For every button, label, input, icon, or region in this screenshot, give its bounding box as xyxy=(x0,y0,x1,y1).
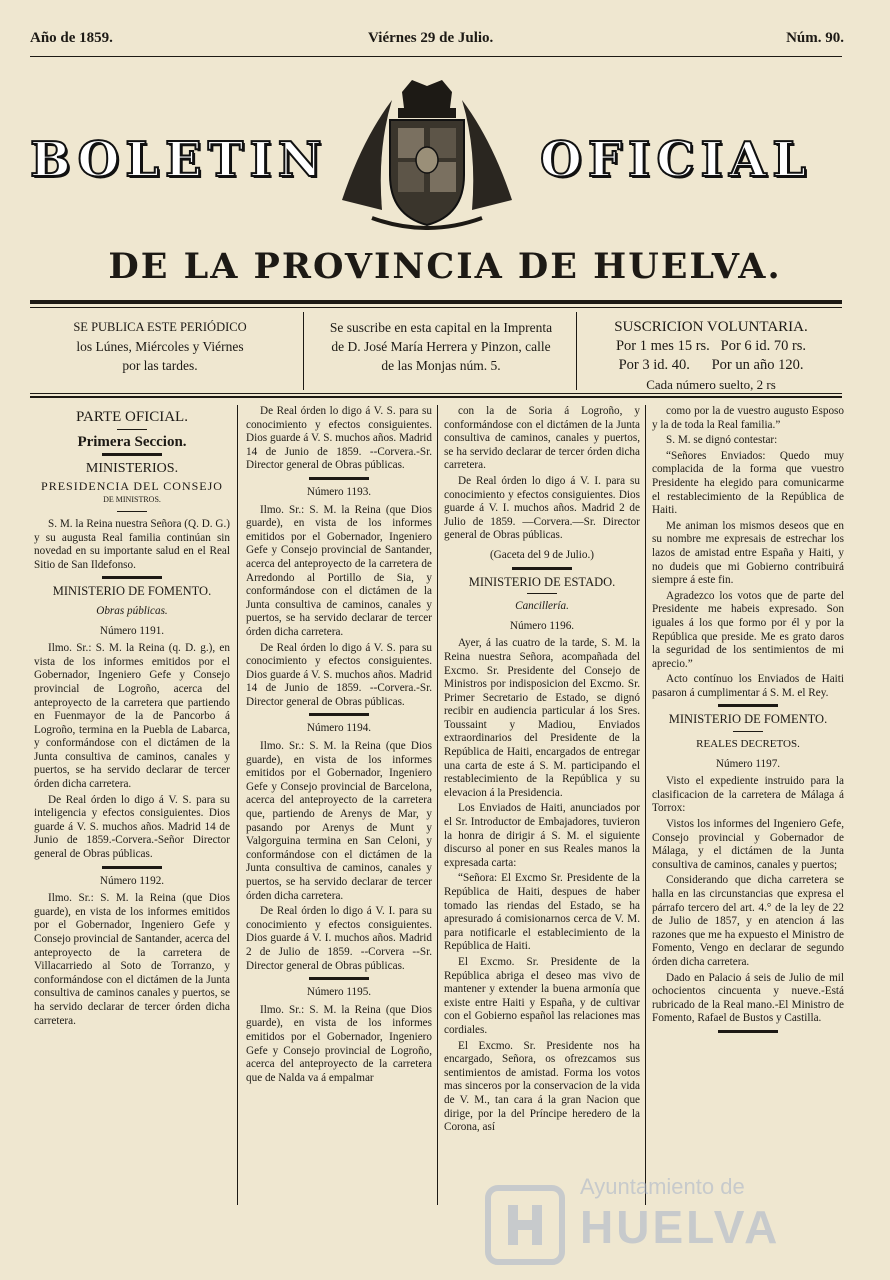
title-boletin: BOLETIN xyxy=(30,132,328,188)
price-line: Por 3 id. 40. Por un año 120. xyxy=(618,357,804,373)
paragraph: como por la de vuestro augusto Esposo y la de toda la Real familia.” xyxy=(652,405,844,431)
paragraph: Los Enviados de Haiti, anunciados por el Sr. Introductor de Embajadores, tuvieron la honra de dirigir á S. M. el siguiente discurso al poner en sus Reales manos la expresada carta: xyxy=(444,802,640,869)
paragraph: Ilmo. Sr.: S. M. la Reina (que Dios guarde), en vista de los informes emitidos por el Gobernador, Ingeniero Gefe y Consejo provincial de Logroño, acerca del anteproyecto de la carretera que de Nalda va á empalmar xyxy=(246,1003,432,1084)
heading-presidencia: PRESIDENCIA DEL CONSEJO xyxy=(41,478,223,493)
divider xyxy=(512,567,572,570)
column-divider xyxy=(237,405,238,1205)
paragraph: De Real órden lo digo á V. S. para su conocimiento y efectos consiguientes. Dios guarde á V. S. muchos años. Madrid 14 de Junio de 1859. --Corvera.-Sr. Director general de Obras públicas. xyxy=(246,405,432,472)
publication-line: los Lúnes, Miércoles y Viérnes xyxy=(76,339,244,354)
info-divider xyxy=(576,312,577,390)
ornament-divider xyxy=(102,576,162,579)
heading-fomento: MINISTERIO DE FOMENTO. xyxy=(668,712,828,727)
decree-number: Número 1196. xyxy=(509,619,575,632)
heading-reales-decretos: REALES DECRETOS. xyxy=(696,738,800,751)
paragraph: Vistos los informes del Ingeniero Gefe, Consejo provincial y Gobernador de Málaga, y el dictámen de la Junta consultiva de caminos, canales y puertos; xyxy=(652,818,844,871)
heading-cancilleria: Cancillería. xyxy=(515,600,569,613)
decree-number: Número 1191. xyxy=(99,624,165,637)
decree-number: Número 1195. xyxy=(306,986,372,999)
section-primera: Primera Seccion. xyxy=(77,433,187,450)
subscription-line: de D. José María Herrera y Pinzon, calle xyxy=(331,339,551,354)
issue-number: Núm. 90. xyxy=(786,30,844,46)
paragraph: El Excmo. Sr. Presidente nos ha encargado, Señora, os ofrezcamos sus sentimientos de amistad. Forma los votos mas sinceros por la conservacion de la vida de V. M., tan cara á la gran Nacion que dirige, por la del Príncipe heredero de la Corona, así xyxy=(444,1039,640,1134)
price-title: SUSCRICION VOLUNTARIA. xyxy=(614,319,808,335)
paragraph: “Señores Enviados: Quedo muy complacida de la forma que vuestro Presidente ha elegido para comunicarme el restablecimiento de la República de Haiti. xyxy=(652,449,844,517)
publication-line: por las tardes. xyxy=(122,358,198,373)
masthead-rule-thin xyxy=(30,307,842,308)
paragraph: De Real órden lo digo á V. I. para su conocimiento y efectos consiguientes. Dios guarde á V. I. muchos años. Madrid 2 de Julio de 1859. --Corvera --Sr. Director general de Obras públicas. xyxy=(246,905,432,972)
publication-info xyxy=(40,318,280,375)
divider xyxy=(102,866,162,869)
info-bottom-rule-thick xyxy=(30,396,842,398)
paragraph: De Real órden lo digo á V. I. para su conocimiento y efectos consiguientes. Dios guarde á V. I. muchos años. Madrid 2 de Julio de 1859. —Corvera.—Sr. Director general de Obras públicas. xyxy=(444,474,640,542)
paragraph: De Real órden lo digo á V. S. para su conocimiento y efectos consiguientes. Dios guarde á V. S. muchos años. Madrid 14 de Junio de 1859. --Corvera.-Sr. Director general de Obras públicas. xyxy=(246,641,432,708)
paragraph: Acto contínuo los Enviados de Haiti pasaron á cumplimentar á S. M. el Rey. xyxy=(652,673,844,699)
heading-ministerios: MINISTERIOS. xyxy=(85,461,179,477)
subscription-info xyxy=(306,318,576,375)
watermark-line1: Ayuntamiento de xyxy=(580,1174,745,1199)
paragraph: Ilmo. Sr.: S. M. la Reina (q. D. g.), en vista de los informes emitidos por el Gobernador, Ingeniero Gefe y Consejo provincial de Logroño, acerca del anteproyecto de la carretera que partiendo en Fuenmayor de la de Pancorbo á Logroño, termina en la Puebla de Labarca, y conformándose con el dictámen de la Junta consultiva de caminos, canales y puertos, se ha servido declarar de tercer órden dicha carretera. xyxy=(34,642,230,791)
heading-obras-publicas: Obras públicas. xyxy=(96,604,168,617)
publication-line: SE PUBLICA ESTE PERIÓDICO xyxy=(73,320,247,334)
paragraph: Considerando que dicha carretera se halla en las circunstancias que expresa el párrafo tercero del art. 4.° de la ley de 22 de Julio de 1857, y en atencion á las razones que me ha expuesto el Ministro de Fomento, Vengo en declarar de segundo órden dicha carretera. xyxy=(652,874,844,968)
paragraph: con la de Soria á Logroño, y conformándose con el dictámen de la Junta consultiva de caminos, canales y puertos, se ha servido declarar de tercer órden dicha carretera. xyxy=(444,405,640,472)
subscription-line: Se suscribe en esta capital en la Imprenta xyxy=(329,320,553,335)
subscription-line: de las Monjas núm. 5. xyxy=(381,358,501,373)
paragraph: Ayer, á las cuatro de la tarde, S. M. la Reina nuestra Señora, acompañada del Excmo. Sr. Presidente del Consejo de Ministros por indisposicion del Excmo. Sr. Primer Secretario de Estado, se dignó recibir en audiencia particular á los Sres. Toussaint y Madiou, Enviados extraordinarios del Presidente de la República de Haiti, encargados de entregar una carta de este á S. M. participando el restablecimiento de la República y su elevacion á la Presidencia. xyxy=(444,637,640,799)
column-divider xyxy=(437,405,438,1205)
coat-of-arms-icon xyxy=(332,80,522,230)
top-rule xyxy=(30,56,842,57)
paragraph: Ilmo. Sr.: S. M. la Reina (que Dios guarde), en vista de los informes emitidos por el Gobernador, Ingeniero Gefe y Consejo provincial de Barcelona, acerca del anteproyecto de la carretera que, partiendo de Arenys de Mar, y pasando por Arenys de Munt y Valgorguina termina en San Celoni, y conformándose con el dictámen de la Junta consultiva de caminos, canales y puertos, se ha servido declarar de tercer órden dicha carretera. xyxy=(246,740,432,902)
column-3 xyxy=(444,405,640,1137)
divider xyxy=(117,511,147,512)
masthead-dateline xyxy=(30,30,844,52)
paragraph: De Real órden lo digo á V. S. para su inteligencia y efectos consiguientes. Dios guarde á V. S. muchos años. Madrid 14 de Junio de 1859.-Corvera.-Señor Director general de Obras públicas. xyxy=(34,793,230,861)
paragraph: Agradezco los votos que de parte del Presidente me habeis expresado. Son iguales á los que formo por él y por la República que preside. Me es grato daros la seguridad de los sentimientos de mi aprecio.” xyxy=(652,589,844,670)
column-divider xyxy=(645,405,646,1205)
divider xyxy=(309,713,369,716)
issue-date: Viérnes 29 de Julio. xyxy=(368,30,494,46)
divider xyxy=(733,731,763,732)
issue-year: Año de 1859. xyxy=(30,30,113,46)
decree-number: Número 1192. xyxy=(99,874,165,887)
paragraph: S. M. la Reina nuestra Señora (Q. D. G.) y su augusta Real familia continúan sin novedad en su importante salud en el Real Sitio de San Ildefonso. xyxy=(34,517,230,571)
heading-ministros: DE MINISTROS. xyxy=(103,495,161,505)
paragraph: Ilmo. Sr.: S. M. la Reina (que Dios guarde), en vista de los informes emitidos por el Gobernador, Ingeniero Gefe y Consejo provincial de Santander, acerca del anteproyecto de la carretera de Villacarriedo al Soto de Torranzo, y conformándose con el dictámen de la Junta consultiva de caminos canales y puertos, se ha servido declarar de tercer órden dicha carretera. xyxy=(34,892,230,1027)
column-2 xyxy=(246,405,432,1087)
paragraph: “Señora: El Excmo Sr. Presidente de la República de Haiti, despues de haber tomado las riendas del Estado, se ha apresurado á comisionarnos cerca de V. M. para notificarle el establecimiento de la República de Haiti. xyxy=(444,872,640,953)
heading-fomento: MINISTERIO DE FOMENTO. xyxy=(52,584,212,599)
ornament-divider xyxy=(102,453,162,456)
divider xyxy=(718,704,778,707)
price-info xyxy=(580,318,842,394)
paragraph: S. M. se dignó contestar: xyxy=(666,434,778,447)
divider xyxy=(309,977,369,980)
column-4 xyxy=(652,405,844,1039)
decree-number: Número 1194. xyxy=(306,722,372,735)
decree-number: Número 1197. xyxy=(715,757,781,770)
info-bottom-rule xyxy=(30,393,842,394)
paragraph: El Excmo. Sr. Presidente de la República abriga el deseo mas vivo de mantener y extender la buena armonía que existe entre Haiti y España, y de cultivar con el Gobierno español las relaciones mas cordiales. xyxy=(444,955,640,1036)
watermark-logo-icon xyxy=(480,1180,570,1270)
divider xyxy=(309,477,369,480)
gaceta-source: (Gaceta del 9 de Julio.) xyxy=(489,548,595,561)
column-1 xyxy=(34,405,230,1030)
price-footer: Cada número suelto, 2 rs xyxy=(646,377,776,392)
paragraph: Me animan los mismos deseos que en su nombre me expresais de estrechar los lazos de amistad entre España y Haiti, y no dudeis que mi Gobierno contribuirá siempre á este fin. xyxy=(652,519,844,587)
price-line: Por 1 mes 15 rs. Por 6 id. 70 rs. xyxy=(615,338,807,354)
masthead-rule-thick xyxy=(30,300,842,304)
paragraph: Ilmo. Sr.: S. M. la Reina (que Dios guarde), en vista de los informes emitidos por el Gobernador, Ingeniero Gefe y Consejo provincial de Santander, acerca del anteproyecto de la carretera de Arredondo al Portillo de Sia, y conformándose con el dictámen de la Junta consultiva de caminos, canales y puertos, se ha servido declarar de tercer órden dicha carretera. xyxy=(246,503,432,638)
divider xyxy=(117,429,147,430)
title-oficial: OFICIAL xyxy=(540,132,812,188)
heading-estado: MINISTERIO DE ESTADO. xyxy=(468,574,616,589)
divider xyxy=(718,1030,778,1033)
section-parte-oficial: PARTE OFICIAL. xyxy=(76,409,188,425)
info-divider xyxy=(303,312,304,390)
paragraph: Visto el expediente instruido para la clasificacion de la carretera de Málaga á Torrox: xyxy=(652,775,844,815)
divider xyxy=(527,593,557,594)
subtitle-provincia: DE LA PROVINCIA DE HUELVA. xyxy=(108,246,782,287)
decree-number: Número 1193. xyxy=(306,485,372,498)
watermark-line2: HUELVA xyxy=(580,1201,781,1253)
paragraph: Dado en Palacio á seis de Julio de mil ochocientos cincuenta y nueve.-Está rubricado de la Real mano.-El Ministro de Fomento, Rafael de Bustos y Castilla. xyxy=(652,971,844,1025)
archive-watermark xyxy=(480,1170,840,1280)
